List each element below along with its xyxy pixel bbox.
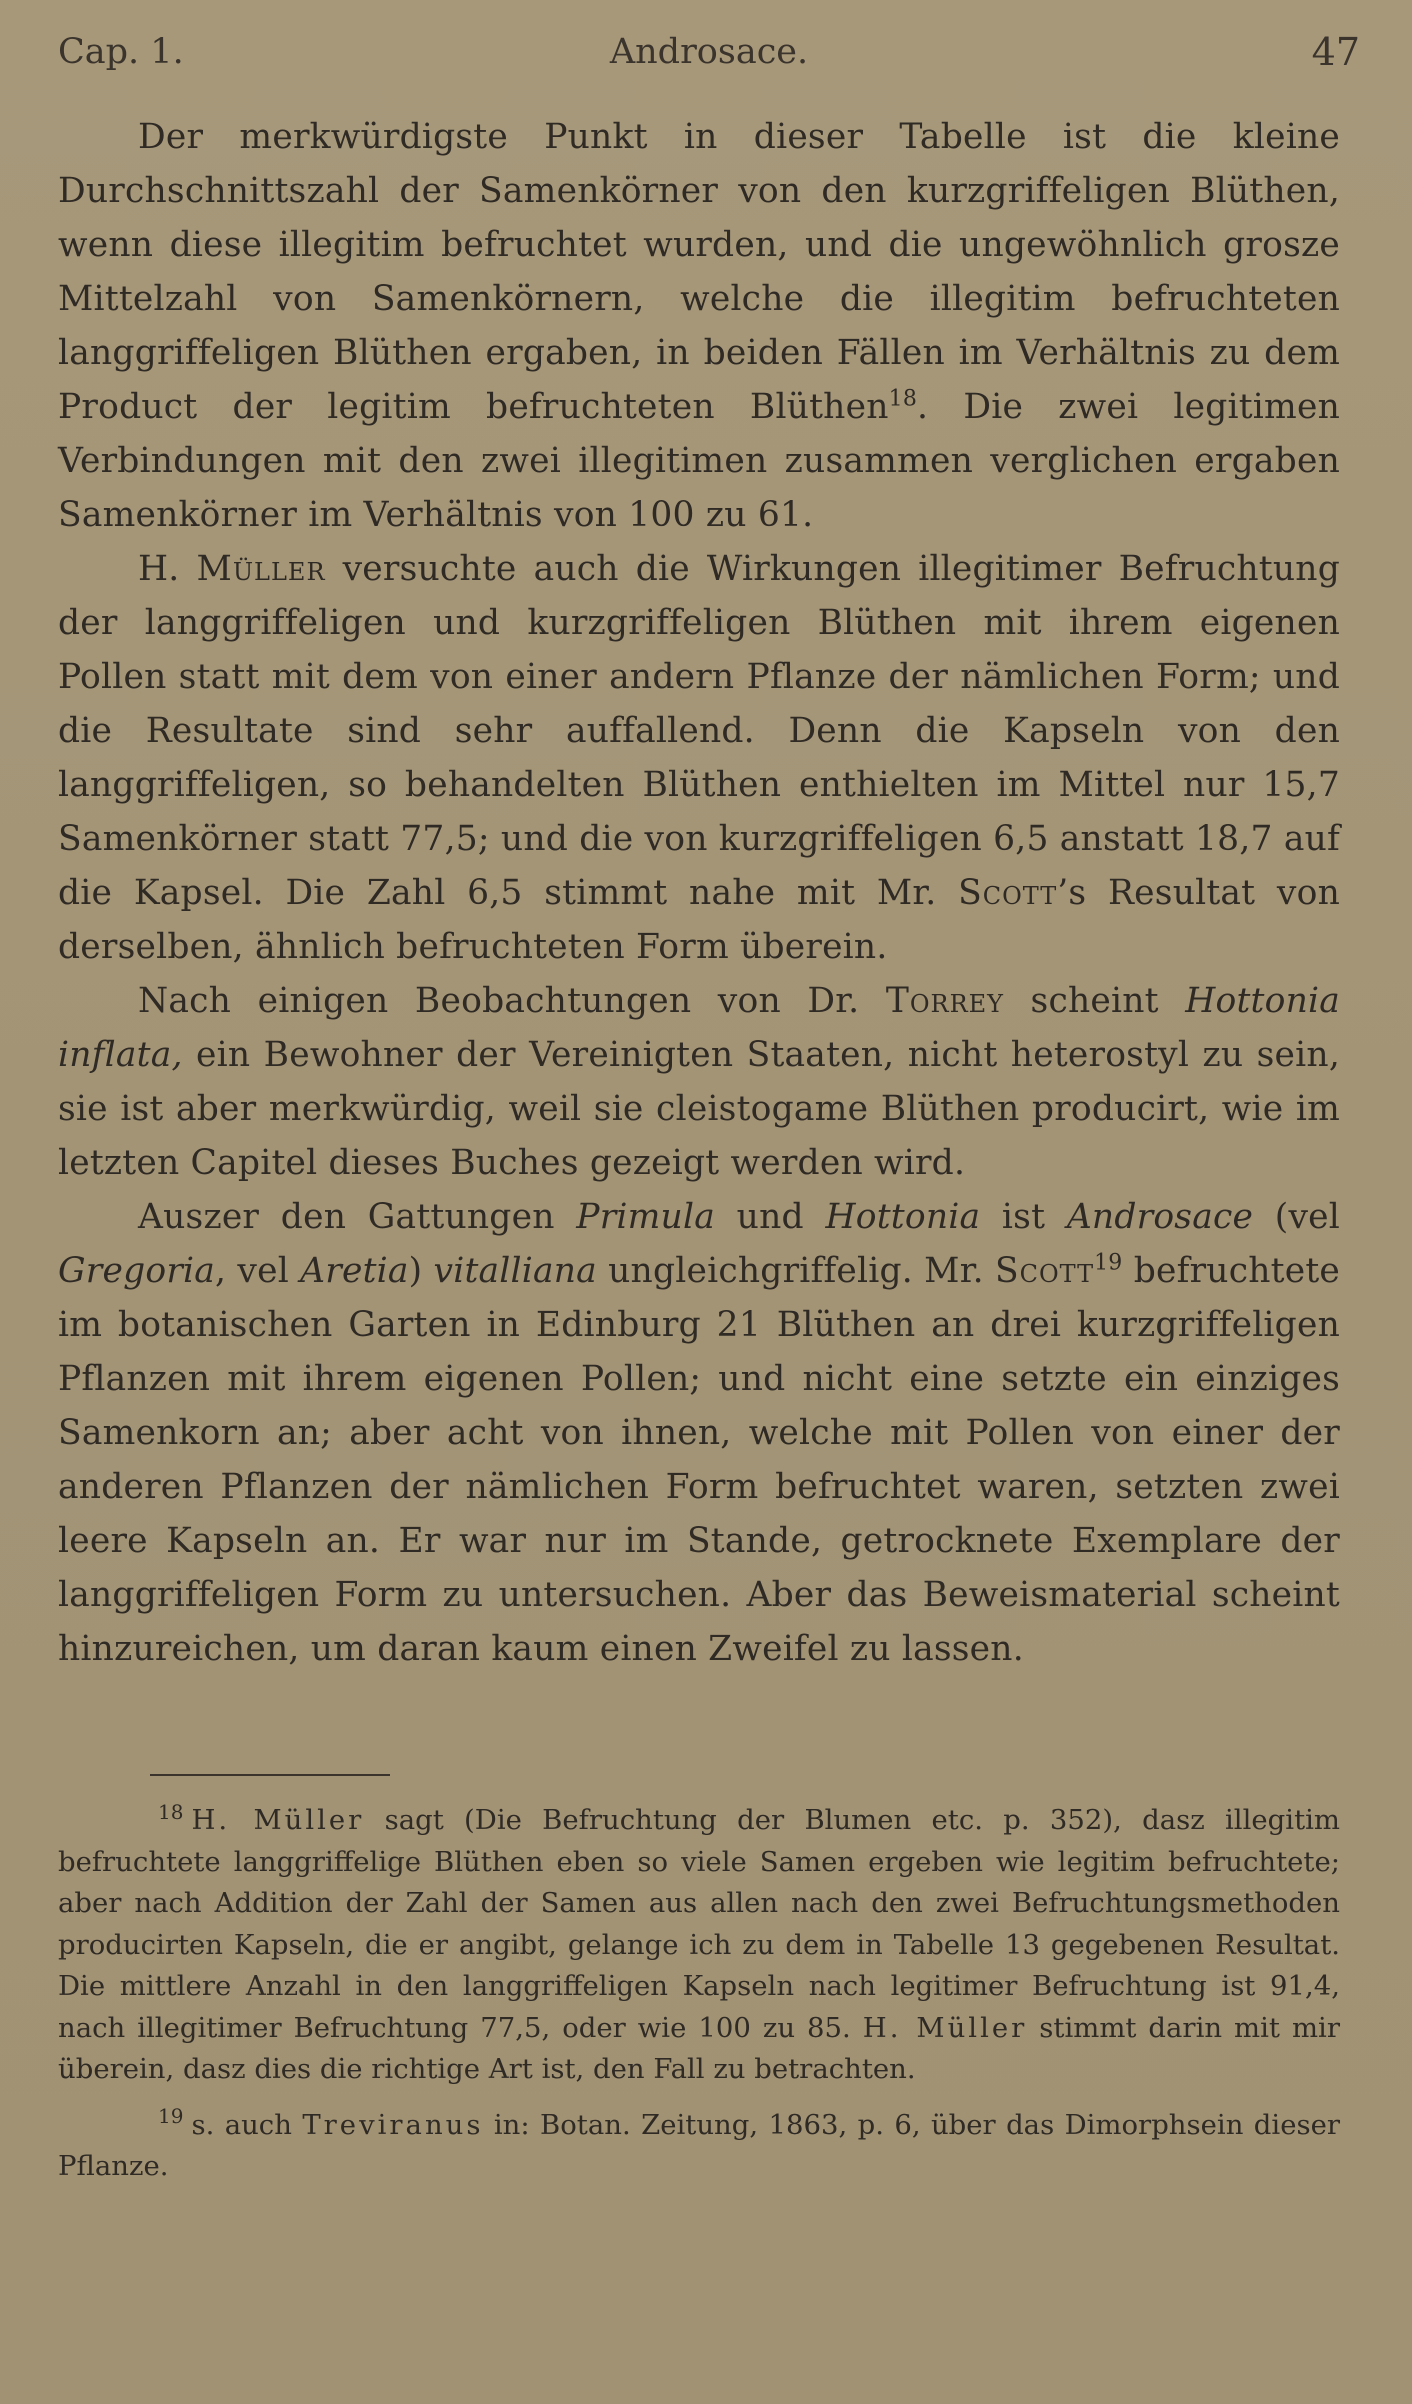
paragraph-3: Nach einigen Beobachtungen von Dr. Torrey scheint Hottonia inflata, ein Bewohner der Vereinigten Staaten, nicht heterostyl zu sein, sie ist aber merkwürdig, weil sie cleistogame Blüthen producirt, wie im letzten Capitel dieses Buches gezeigt werden wird. (58, 981, 1341, 1183)
chapter-label: Cap. 1. (58, 32, 184, 72)
footnotes (58, 1800, 1340, 2202)
footnote-ref-18[interactable]: 18 (888, 386, 918, 412)
main-text (58, 110, 1340, 1676)
running-header (58, 22, 1360, 82)
running-title: Androsace. (609, 32, 809, 72)
footnote-18: $^{18}$ H. Müller sagt (Die Befruchtung der Blumen etc. p. 352), dasz illegitim befruchtete langgriffelige Blüthen eben so viele Samen ergeben wie legitim befruchtete; aber nach Addition der Zahl der Samen aus allen nach den zwei Befruchtungsmethoden producirten Kapseln, die er angibt, gelange ich zu dem in Tabelle 13 gegebenen Resultat. Die mittlere Anzahl in den langgriffeligen Kapseln nach legitimer Befruchtung ist 91,4, nach illegitimer Befruchtung 77,5, oder wie 100 zu 85. H. Müller stimmt darin mit mir überein, dasz dies die richtige Art ist, den Fall zu betrachten. (58, 1799, 1340, 2085)
footnote-divider (150, 1774, 390, 1776)
paragraph-4: Auszer den Gattungen Primula und Hottonia ist Androsace (vel Gregoria, vel Aretia) vitalliana ungleichgriffelig. Mr. Scott$^{19}$ befruchtete im botanischen Garten in Edinburg 21 Blüthen an drei kurzgriffeligen Pflanzen mit ihrem eigenen Pollen; und nicht eine setzte ein einziges Samenkorn an; aber acht von ihnen, welche mit Pollen von einer der anderen Pflanzen der nämlichen Form befruchtet waren, setzten zwei leere Kapseln an. Er war nur im Stande, getrocknete Exemplare der langgriffeligen Form zu untersuchen. Aber das Beweismaterial scheint hinzureichen, um daran kaum einen Zweifel zu lassen. (58, 1197, 1341, 1669)
footnote-ref-19[interactable]: 19 (1094, 1250, 1123, 1276)
page-number: 47 (1311, 30, 1360, 74)
paragraph-1: Der merkwürdigste Punkt in dieser Tabelle ist die kleine Durchschnittszahl der Samenkörner von den kurzgriffeligen Blüthen, wenn diese illegitim befruchtet wurden, und die ungewöhnlich grosze Mittelzahl von Samenkörnern, welche die illegitim befruchteten langgriffeligen Blüthen ergaben, in beiden Fällen im Verhältnis zu dem Product der legitim befruchteten Blüthen$^{18}$. Die zwei legitimen Verbindungen mit den zwei illegitimen zusammen verglichen ergaben Samenkörner im Verhältnis von 100 zu 61. (58, 117, 1340, 535)
paragraph-2: H. Müller versuchte auch die Wirkungen illegitimer Befruchtung der langgriffeligen und kurzgriffeligen Blüthen mit ihrem eigenen Pollen statt mit dem von einer andern Pflanze der nämlichen Form; und die Resultate sind sehr auffallend. Denn die Kapseln von den langgriffeligen, so behandelten Blüthen enthielten im Mittel nur 15,7 Samenkörner statt 77,5; und die von kurzgriffeligen 6,5 anstatt 18,7 auf die Kapsel. Die Zahl 6,5 stimmt nahe mit Mr. Scott’s Resultat von derselben, ähnlich befruchteten Form überein. (58, 549, 1341, 967)
footnote-19: $^{19}$ s. auch Treviranus in: Botan. Zeitung, 1863, p. 6, über das Dimorphsein dieser Pflanze. (58, 2104, 1340, 2182)
